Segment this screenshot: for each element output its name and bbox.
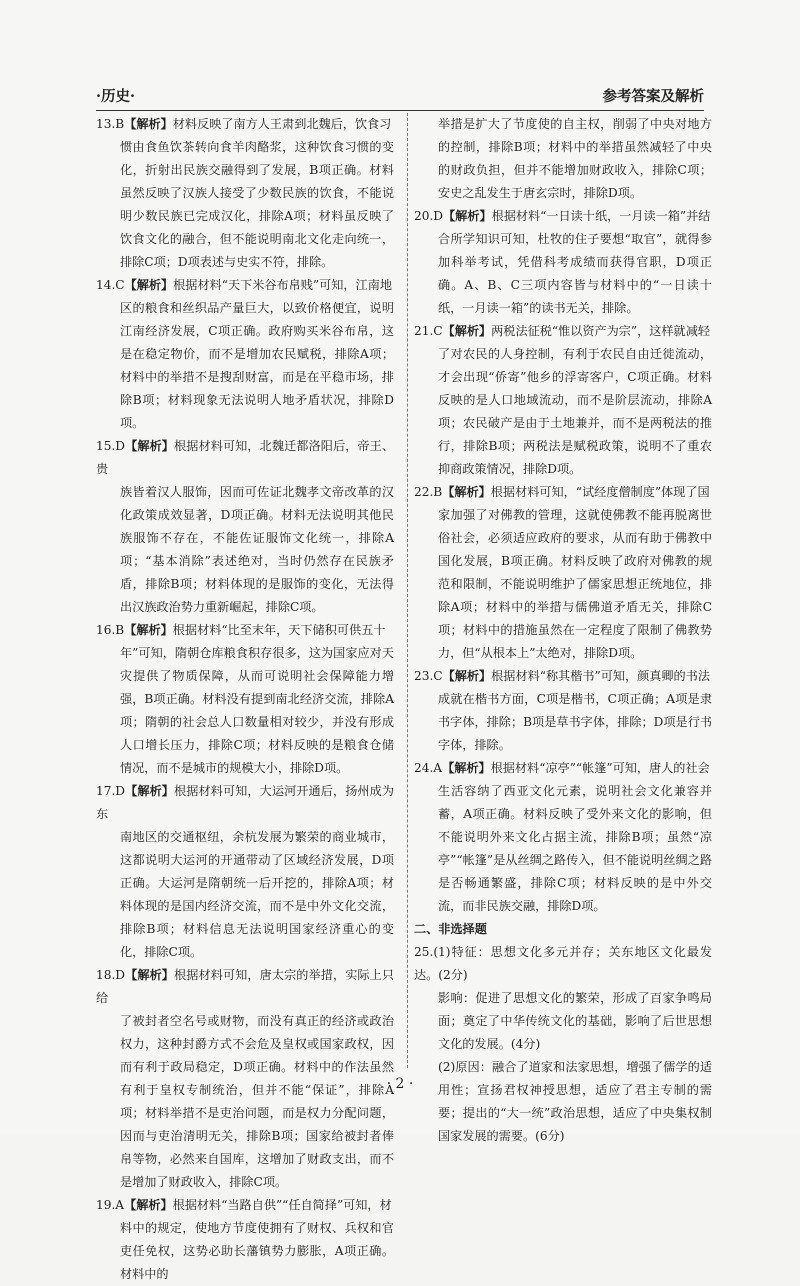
answer-item [96,435,394,619]
analysis-tag: 【解析】 [125,968,175,982]
analysis-tag: 【解析】 [442,324,492,338]
answer-number: 14.C [96,278,125,292]
answer-item [414,941,712,987]
analysis-tag: 【解析】 [442,485,491,499]
answer-number: 15.D [96,439,126,453]
analysis-tag: 【解析】 [124,1198,173,1212]
answer-number: 20.D [414,209,444,223]
answer-number: 24.A [414,761,443,775]
answer-item [414,757,712,918]
page-number: · 2 · [386,1076,414,1092]
answer-first-line: 根据材料可知，唐太宗的举措，实际上只给 [96,968,395,1005]
answer-item [414,481,712,665]
answer-number: 25. [414,945,434,959]
answer-number: 16.B [96,623,125,637]
answer-first-line: 根据材料“凉亭”“帐篷”可知，唐人的社会 [490,761,710,775]
answer-item [414,205,712,320]
answer-text: 生活容纳了西亚文化元素，说明社会文化兼容并蓄，A项正确。材料反映了受外来文化的影响，但不能说明外来文化占据主流，排除B项；虽然“凉亭”“帐篷”是从丝绸之路传入，但不能说明丝绸之路是否畅通繁盛，排除C项；材料反映的是中外交流，而非民族交融，排除D项。 [438,784,712,913]
answer-number: 19.A [96,1198,125,1212]
answer-text: 了对农民的人身控制，有利于农民自由迁徙流动，才会出现“侨寄”他乡的浮寄客户，C项正确。材料反映的是人口地域流动，而不是阶层流动，排除A项；农民破产是由于土地兼并，而不是两税法的推行，排除B项；两税法是赋税政策，说明不了重农抑商政策情况，排除D项。 [438,347,712,476]
answer-first-line: (1)特征：思想文化多元并存；关东地区文化最发达。(2分) [414,945,712,982]
page-header [96,84,704,106]
header-title: 参考答案及解析 [602,88,704,105]
answer-number: 22.B [414,485,443,499]
answer-text: 料中的规定，使地方节度使拥有了财权、兵权和官吏任免权，这势必助长藩镇势力膨胀，A项正确。材料中的 [120,1221,394,1281]
section-title: 二、非选择题 [414,922,487,936]
answer-number: 13.B [96,117,125,131]
answer-text: 惯由食鱼饮茶转向食羊肉酪浆，这种饮食习惯的变化，折射出民族交融得到了发展，B项正确。材料虽然反映了汉族人接受了少数民族的饮食，不能说明少数民族已完成汉化，排除A项；材料虽反映了饮食文化的融合，但不能说明南北文化走向统一，排除C项；D项表述与史实不符，排除。 [120,140,394,269]
right-column [414,113,712,1148]
answer-first-line: 根据材料“天下米谷布帛贱”可知，江南地 [173,278,392,292]
answer-text: 区的粮食和丝织品产量巨大，以致价格便宜，说明江南经济发展，C项正确。政府购买米谷布帛，这是在稳定物价，而不是增加农民赋税，排除A项；材料中的举措不是搜刮财富，而是在平稳市场，排除B项；材料现象无法说明人地矛盾状况，排除D项。 [120,301,394,430]
answer-first-line: 根据材料“一日读十纸，一月读一箱”并结 [491,209,711,223]
analysis-tag: 【解析】 [443,209,492,223]
answer-number: 17.D [96,784,126,798]
analysis-tag: 【解析】 [124,278,174,292]
answer-text: 南地区的交通枢纽，余杭发展为繁荣的商业城市，这都说明大运河的开通带动了区域经济发展，D项正确。大运河是隋朝统一后开挖的，排除A项；材料体现的是国内经济交流，而不是中外文化交流，排除B项；材料信息无法说明国家经济重心的变化，排除C项。 [120,830,394,959]
answer-text: 家加强了对佛教的管理，这就使佛教不能再脱离世俗社会，必须适应政府的要求，从而有助于佛教中国化发展，B项正确。材料反映了政府对佛教的规范和限制，不能说明维护了儒家思想正统地位，排除A项；材料中的举措与儒佛道矛盾无关，排除C项；材料中的措施虽然在一定程度了限制了佛教势力，但“从根本上”太绝对，排除D项。 [438,508,712,660]
answer-item [96,780,394,964]
answer-item [414,320,712,481]
answer-item [96,113,394,274]
analysis-tag: 【解析】 [125,784,175,798]
answer-item [96,1194,394,1286]
answer-first-line: 根据材料可知，大运河开通后，扬州成为东 [96,784,395,821]
answer-first-line: 两税法征税“惟以资产为宗”，这样就减轻 [491,324,710,338]
answer-item [414,665,712,757]
answer-continuation: 举措是扩大了节度使的自主权，削弱了中央对地方的控制，排除B项；材料中的举措虽然减轻了中央的财政负担，但并不能增加财政收入，排除C项；安史之乱发生于唐玄宗时，排除D项。 [438,117,712,200]
analysis-tag: 【解析】 [124,117,173,131]
answer-first-line: 根据材料“称其楷书”可知，颜真卿的书法 [491,669,710,683]
answer-first-line: 根据材料“比至末年，天下储积可供五十 [172,623,386,637]
analysis-tag: 【解析】 [442,761,491,775]
column-divider [407,113,408,1068]
answer-paragraph: (2)原因：融合了道家和法家思想，增强了儒学的适用性；宣扬君权神授思想，适应了君主专制的需要；提出的“大一统”政治思想，适应了中央集权制国家发展的需要。(6分) [438,1060,712,1143]
left-column [96,113,394,1286]
answer-item [96,274,394,435]
answer-item [96,619,394,780]
answer-number: 23.C [414,669,443,683]
answer-paragraph: 影响：促进了思想文化的繁荣，形成了百家争鸣局面；奠定了中华传统文化的基础，影响了后世思想文化的发展。(4分) [438,991,712,1051]
answer-number: 21.C [414,324,443,338]
answer-text: 合所学知识可知，杜牧的住子要想“取官”，就得参加科举考试，凭借科考成绩而获得官职，D项正确。A、B、C三项内容皆与材料中的“一日读十纸，一月读一箱”的读书无关，排除。 [438,232,712,315]
header-rule [96,110,704,111]
analysis-tag: 【解析】 [442,669,492,683]
answer-text: 族皆着汉人服饰，因而可佐证北魏孝文帝改革的汉化政策成效显著，D项正确。材料无法说明其他民族服饰不存在，不能佐证服饰文化统一，排除A项；“基本消除”表述绝对，当时仍然存在民族矛盾，排除B项；材料体现的是服饰的变化，无法得出汉族政治势力重新崛起，排除C项。 [120,485,394,614]
answer-first-line: 根据材料可知，北魏迁都洛阳后，帝王、贵 [96,439,395,476]
answer-text: 了被封者空名号或财物，而没有真正的经济或政治权力，这种封爵方式不会危及皇权或国家政权，因而有利于政局稳定，D项正确。材料中的作法虽然有利于皇权专制统治，但并不能“保证”，排除A项；材料举措不是吏治问题，而是权力分配问题，因而与吏治清明无关，排除B项；国家给被封者俸帛等物，必然来自国库，这增加了财政支出，而不是增加了财政收入，排除C项。 [120,1014,394,1189]
answer-first-line: 材料反映了南方人王肃到北魏后，饮食习 [172,117,392,131]
answer-first-line: 根据材料可知，“试经度僧制度”体现了国 [490,485,710,499]
answer-number: 18.D [96,968,126,982]
subject-label: ·历史· [96,88,136,105]
analysis-tag: 【解析】 [124,623,173,637]
answer-text: 年”可知，隋朝仓库粮食积存很多，这为国家应对天灾提供了物质保障，从而可说明社会保障能力增强，B项正确。材料没有提到南北经济交流，排除A项；隋朝的社会总人口数量相对较少，并没有形成人口增长压力，排除C项；材料反映的是粮食仓储情况，而不是城市的规模大小，排除D项。 [120,646,394,775]
answer-text: 成就在楷书方面，C项是楷书，C项正确；A项是隶书字体，排除；B项是草书字体，排除；D项是行书字体，排除。 [438,692,712,752]
analysis-tag: 【解析】 [125,439,175,453]
answer-first-line: 根据材料“当路自供”“任自简择”可知，材 [172,1198,392,1212]
